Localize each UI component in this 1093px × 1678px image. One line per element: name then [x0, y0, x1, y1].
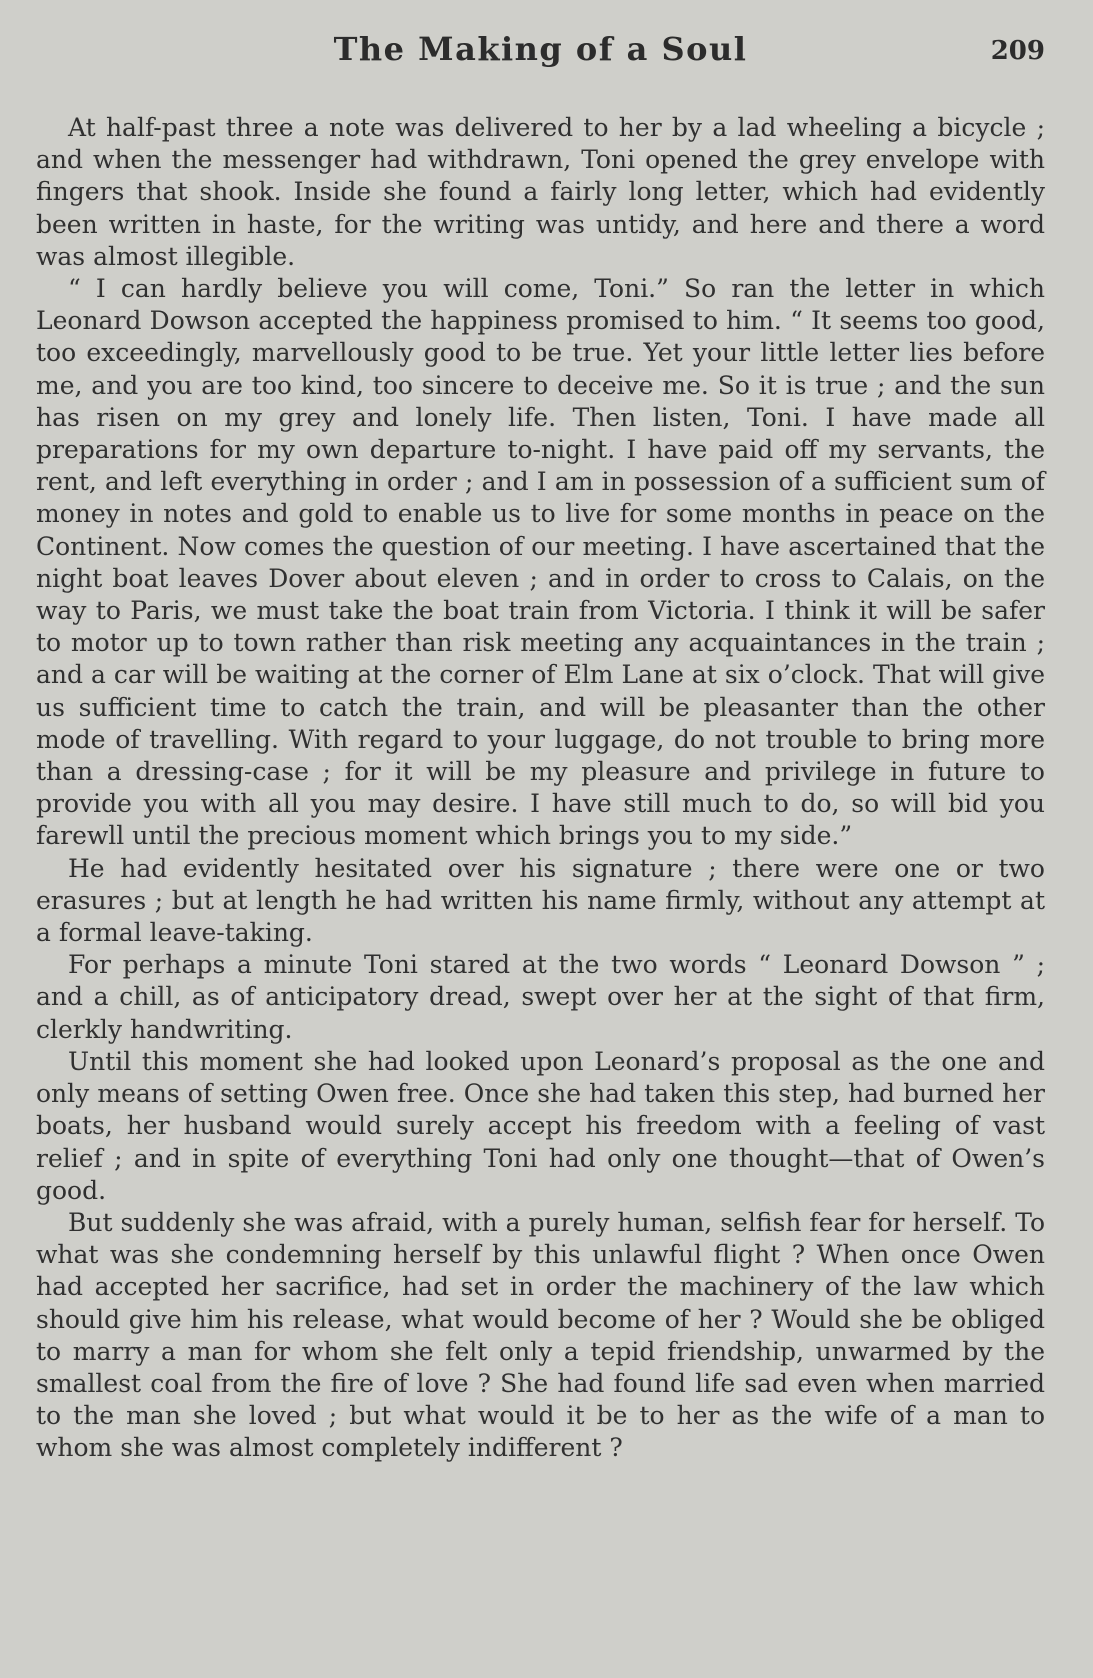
- paragraph: But suddenly she was afraid, with a purely human, selfish fear for herself. To what was she condemning herself by this unlawful flight ? When once Owen had accepted her sacrifice, had set in order the machinery of the law which should give him his release, what would become of her ? Would she be obliged to marry a man for whom she felt only a tepid friendship, unwarmed by the smallest coal from the fire of love ? She had found life sad even when married to the man she loved ; but what would it be to her as the wife of a man to whom she was almost completely indifferent ?: [36, 1207, 1045, 1463]
- body-text: [36, 112, 1045, 1465]
- paragraph: Until this moment she had looked upon Leonard’s proposal as the one and only means of setting Owen free. Once she had taken this step, had burned her boats, her husband would surely accept his freedom with a feeling of vast relief ; and in spite of everything Toni had only one thought—that of Owen’s good.: [36, 1046, 1045, 1205]
- page-header: [36, 30, 1045, 86]
- paragraph: “ I can hardly believe you will come, Toni.” So ran the letter in which Leonard Dowson accepted the happiness promised to him. “ It seems too good, too exceedingly, marvellously good to be true. Yet your little letter lies before me, and you are too kind, too sincere to deceive me. So it is true ; and the sun has risen on my grey and lonely life. Then listen, Toni. I have made all preparations for my own departure to-night. I have paid off my servants, the rent, and left everything in order ; and I am in possession of a sufficient sum of money in notes and gold to enable us to live for some months in peace on the Continent. Now comes the question of our meeting. I have ascertained that the night boat leaves Dover about eleven ; and in order to cross to Calais, on the way to Paris, we must take the boat train from Victoria. I think it will be safer to motor up to town rather than risk meeting any acquaintances in the train ; and a car will be waiting at the corner of Elm Lane at six o’clock. That will give us sufficient time to catch the train, and will be pleasanter than the other mode of travelling. With regard to your luggage, do not trouble to bring more than a dressing-case ; for it will be my pleasure and privilege in future to provide you with all you may desire. I have still much to do, so will bid you farewll until the precious moment which brings you to my side.”: [36, 274, 1045, 851]
- paragraph: At half-past three a note was delivered to her by a lad wheeling a bicycle ; and when the messenger had withdrawn, Toni opened the grey envelope with fingers that shook. Inside she found a fairly long letter, which had evidently been written in haste, for the writing was untidy, and here and there a word was almost illegible.: [36, 113, 1045, 271]
- paragraph: For perhaps a minute Toni stared at the two words “ Leonard Dowson ” ; and a chill, as of anticipatory dread, swept over her at the sight of that firm, clerkly handwriting.: [36, 950, 1045, 1044]
- page-number: 209: [990, 36, 1045, 66]
- running-title: The Making of a Soul: [333, 30, 748, 68]
- paragraph: He had evidently hesitated over his signature ; there were one or two erasures ; but at length he had written his name firmly, without any attempt at a formal leave-taking.: [36, 853, 1045, 948]
